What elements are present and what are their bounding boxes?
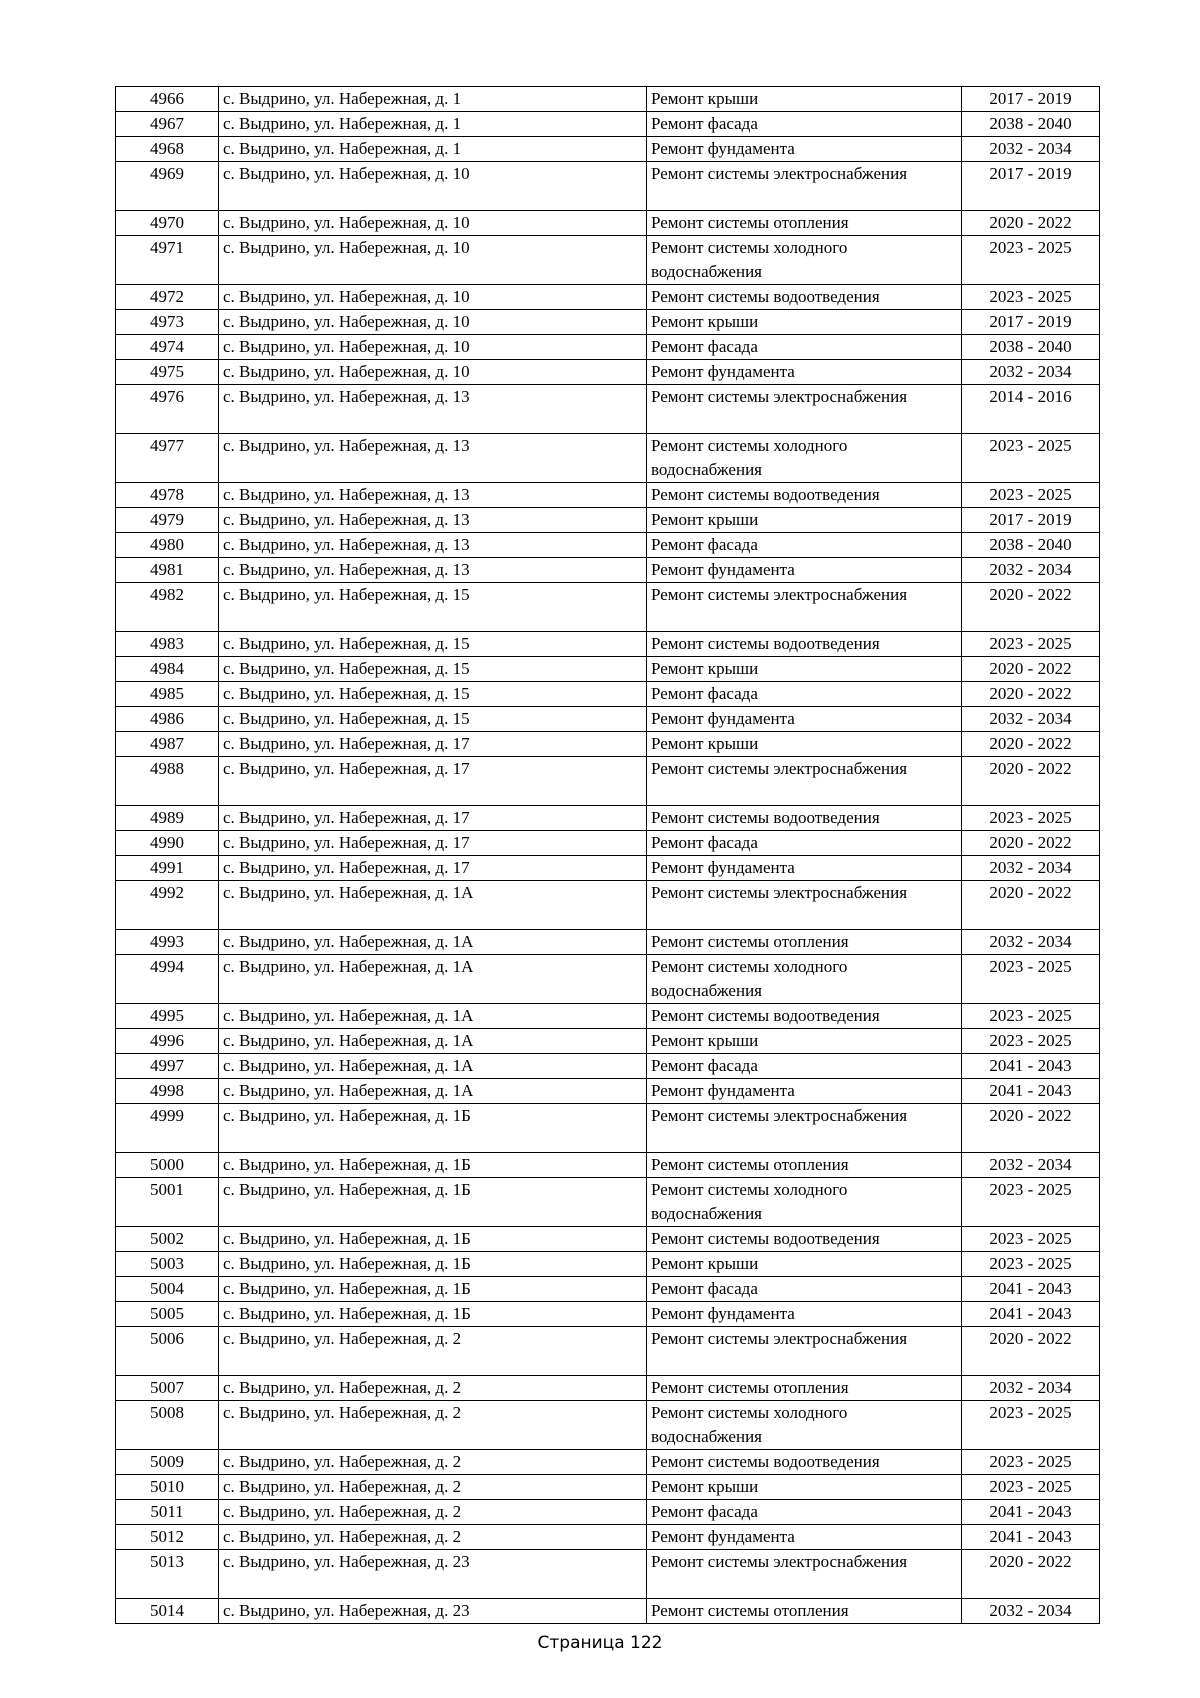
table-row bbox=[116, 1153, 1100, 1178]
years-cell: 2020 - 2022 bbox=[962, 211, 1100, 236]
table-row bbox=[116, 1401, 1100, 1450]
row-number-cell: 4981 bbox=[116, 558, 219, 583]
work-type-cell: Ремонт фундамента bbox=[647, 1525, 962, 1550]
row-number-cell: 5003 bbox=[116, 1252, 219, 1277]
years-cell: 2020 - 2022 bbox=[962, 1550, 1100, 1599]
address-cell: с. Выдрино, ул. Набережная, д. 1А bbox=[219, 1079, 647, 1104]
address-cell: с. Выдрино, ул. Набережная, д. 2 bbox=[219, 1475, 647, 1500]
table-row bbox=[116, 508, 1100, 533]
years-cell: 2020 - 2022 bbox=[962, 757, 1100, 806]
table-row bbox=[116, 533, 1100, 558]
years-cell: 2023 - 2025 bbox=[962, 1004, 1100, 1029]
row-number-cell: 5008 bbox=[116, 1401, 219, 1450]
address-cell: с. Выдрино, ул. Набережная, д. 1А bbox=[219, 930, 647, 955]
work-type-cell: Ремонт системы водоотведения bbox=[647, 806, 962, 831]
address-cell: с. Выдрино, ул. Набережная, д. 13 bbox=[219, 558, 647, 583]
table-row bbox=[116, 360, 1100, 385]
address-cell: с. Выдрино, ул. Набережная, д. 23 bbox=[219, 1550, 647, 1599]
row-number-cell: 4999 bbox=[116, 1104, 219, 1153]
years-cell: 2017 - 2019 bbox=[962, 162, 1100, 211]
work-type-cell: Ремонт крыши bbox=[647, 310, 962, 335]
table-row bbox=[116, 335, 1100, 360]
table-row bbox=[116, 1327, 1100, 1376]
table-row bbox=[116, 434, 1100, 483]
address-cell: с. Выдрино, ул. Набережная, д. 1Б bbox=[219, 1227, 647, 1252]
address-cell: с. Выдрино, ул. Набережная, д. 13 bbox=[219, 434, 647, 483]
address-cell: с. Выдрино, ул. Набережная, д. 17 bbox=[219, 757, 647, 806]
years-cell: 2032 - 2034 bbox=[962, 707, 1100, 732]
table-row bbox=[116, 112, 1100, 137]
work-type-cell: Ремонт фасада bbox=[647, 1054, 962, 1079]
table-row bbox=[116, 1475, 1100, 1500]
row-number-cell: 5014 bbox=[116, 1599, 219, 1624]
work-type-cell: Ремонт крыши bbox=[647, 87, 962, 112]
table-row bbox=[116, 1376, 1100, 1401]
years-cell: 2023 - 2025 bbox=[962, 1029, 1100, 1054]
work-type-cell: Ремонт системы водоотведения bbox=[647, 483, 962, 508]
years-cell: 2032 - 2034 bbox=[962, 558, 1100, 583]
row-number-cell: 4989 bbox=[116, 806, 219, 831]
years-cell: 2014 - 2016 bbox=[962, 385, 1100, 434]
table-row bbox=[116, 1599, 1100, 1624]
work-type-cell: Ремонт крыши bbox=[647, 732, 962, 757]
row-number-cell: 4973 bbox=[116, 310, 219, 335]
years-cell: 2038 - 2040 bbox=[962, 335, 1100, 360]
table-row bbox=[116, 1104, 1100, 1153]
table-row bbox=[116, 856, 1100, 881]
row-number-cell: 4978 bbox=[116, 483, 219, 508]
row-number-cell: 5009 bbox=[116, 1450, 219, 1475]
address-cell: с. Выдрино, ул. Набережная, д. 15 bbox=[219, 632, 647, 657]
table-row bbox=[116, 1178, 1100, 1227]
page-number: Страница 122 bbox=[537, 1633, 663, 1653]
work-type-cell: Ремонт крыши bbox=[647, 657, 962, 682]
table-row bbox=[116, 1550, 1100, 1599]
address-cell: с. Выдрино, ул. Набережная, д. 17 bbox=[219, 831, 647, 856]
years-cell: 2020 - 2022 bbox=[962, 657, 1100, 682]
address-cell: с. Выдрино, ул. Набережная, д. 1А bbox=[219, 881, 647, 930]
table-row bbox=[116, 732, 1100, 757]
years-cell: 2032 - 2034 bbox=[962, 1376, 1100, 1401]
years-cell: 2020 - 2022 bbox=[962, 732, 1100, 757]
years-cell: 2038 - 2040 bbox=[962, 112, 1100, 137]
table-row bbox=[116, 1302, 1100, 1327]
work-type-cell: Ремонт фасада bbox=[647, 335, 962, 360]
row-number-cell: 4979 bbox=[116, 508, 219, 533]
years-cell: 2032 - 2034 bbox=[962, 930, 1100, 955]
years-cell: 2023 - 2025 bbox=[962, 806, 1100, 831]
work-type-cell: Ремонт системы отопления bbox=[647, 930, 962, 955]
row-number-cell: 4993 bbox=[116, 930, 219, 955]
table-row bbox=[116, 1079, 1100, 1104]
work-type-cell: Ремонт крыши bbox=[647, 508, 962, 533]
row-number-cell: 5007 bbox=[116, 1376, 219, 1401]
years-cell: 2017 - 2019 bbox=[962, 508, 1100, 533]
table-row bbox=[116, 831, 1100, 856]
years-cell: 2020 - 2022 bbox=[962, 583, 1100, 632]
row-number-cell: 4970 bbox=[116, 211, 219, 236]
work-type-cell: Ремонт фундамента bbox=[647, 558, 962, 583]
work-type-cell: Ремонт крыши bbox=[647, 1029, 962, 1054]
work-type-cell: Ремонт системы водоотведения bbox=[647, 1004, 962, 1029]
row-number-cell: 5001 bbox=[116, 1178, 219, 1227]
table-row bbox=[116, 881, 1100, 930]
table-row bbox=[116, 632, 1100, 657]
work-type-cell: Ремонт фасада bbox=[647, 831, 962, 856]
row-number-cell: 4969 bbox=[116, 162, 219, 211]
address-cell: с. Выдрино, ул. Набережная, д. 15 bbox=[219, 682, 647, 707]
address-cell: с. Выдрино, ул. Набережная, д. 23 bbox=[219, 1599, 647, 1624]
address-cell: с. Выдрино, ул. Набережная, д. 1А bbox=[219, 955, 647, 1004]
table-row bbox=[116, 285, 1100, 310]
years-cell: 2032 - 2034 bbox=[962, 856, 1100, 881]
row-number-cell: 4991 bbox=[116, 856, 219, 881]
address-cell: с. Выдрино, ул. Набережная, д. 2 bbox=[219, 1376, 647, 1401]
address-cell: с. Выдрино, ул. Набережная, д. 2 bbox=[219, 1500, 647, 1525]
address-cell: с. Выдрино, ул. Набережная, д. 1Б bbox=[219, 1302, 647, 1327]
work-type-cell: Ремонт фасада bbox=[647, 112, 962, 137]
work-type-cell: Ремонт крыши bbox=[647, 1475, 962, 1500]
table-row bbox=[116, 806, 1100, 831]
work-type-cell: Ремонт системы электроснабжения bbox=[647, 1104, 962, 1153]
row-number-cell: 5010 bbox=[116, 1475, 219, 1500]
work-type-cell: Ремонт фасада bbox=[647, 533, 962, 558]
address-cell: с. Выдрино, ул. Набережная, д. 1А bbox=[219, 1004, 647, 1029]
address-cell: с. Выдрино, ул. Набережная, д. 17 bbox=[219, 856, 647, 881]
row-number-cell: 4982 bbox=[116, 583, 219, 632]
work-type-cell: Ремонт системы электроснабжения bbox=[647, 385, 962, 434]
row-number-cell: 4997 bbox=[116, 1054, 219, 1079]
work-type-cell: Ремонт крыши bbox=[647, 1252, 962, 1277]
row-number-cell: 4983 bbox=[116, 632, 219, 657]
table-body bbox=[116, 87, 1100, 1624]
address-cell: с. Выдрино, ул. Набережная, д. 10 bbox=[219, 211, 647, 236]
table-row bbox=[116, 1500, 1100, 1525]
address-cell: с. Выдрино, ул. Набережная, д. 17 bbox=[219, 732, 647, 757]
table-row bbox=[116, 137, 1100, 162]
row-number-cell: 4986 bbox=[116, 707, 219, 732]
work-type-cell: Ремонт системы отопления bbox=[647, 1599, 962, 1624]
address-cell: с. Выдрино, ул. Набережная, д. 2 bbox=[219, 1450, 647, 1475]
work-type-cell: Ремонт фундамента bbox=[647, 360, 962, 385]
row-number-cell: 4996 bbox=[116, 1029, 219, 1054]
work-type-cell: Ремонт фундамента bbox=[647, 856, 962, 881]
address-cell: с. Выдрино, ул. Набережная, д. 2 bbox=[219, 1327, 647, 1376]
work-type-cell: Ремонт фасада bbox=[647, 1277, 962, 1302]
row-number-cell: 4974 bbox=[116, 335, 219, 360]
row-number-cell: 4967 bbox=[116, 112, 219, 137]
row-number-cell: 5012 bbox=[116, 1525, 219, 1550]
row-number-cell: 4977 bbox=[116, 434, 219, 483]
work-type-cell: Ремонт системы водоотведения bbox=[647, 632, 962, 657]
row-number-cell: 5000 bbox=[116, 1153, 219, 1178]
years-cell: 2023 - 2025 bbox=[962, 434, 1100, 483]
work-type-cell: Ремонт системы холодного водоснабжения bbox=[647, 955, 962, 1004]
address-cell: с. Выдрино, ул. Набережная, д. 13 bbox=[219, 533, 647, 558]
table-row bbox=[116, 707, 1100, 732]
table-row bbox=[116, 87, 1100, 112]
address-cell: с. Выдрино, ул. Набережная, д. 10 bbox=[219, 162, 647, 211]
address-cell: с. Выдрино, ул. Набережная, д. 1Б bbox=[219, 1277, 647, 1302]
row-number-cell: 4984 bbox=[116, 657, 219, 682]
years-cell: 2023 - 2025 bbox=[962, 632, 1100, 657]
work-type-cell: Ремонт фасада bbox=[647, 682, 962, 707]
table-row bbox=[116, 955, 1100, 1004]
table-row bbox=[116, 558, 1100, 583]
work-type-cell: Ремонт системы холодного водоснабжения bbox=[647, 434, 962, 483]
address-cell: с. Выдрино, ул. Набережная, д. 10 bbox=[219, 236, 647, 285]
years-cell: 2020 - 2022 bbox=[962, 831, 1100, 856]
years-cell: 2017 - 2019 bbox=[962, 310, 1100, 335]
years-cell: 2023 - 2025 bbox=[962, 1475, 1100, 1500]
work-type-cell: Ремонт фундамента bbox=[647, 707, 962, 732]
years-cell: 2020 - 2022 bbox=[962, 682, 1100, 707]
work-type-cell: Ремонт системы отопления bbox=[647, 211, 962, 236]
years-cell: 2023 - 2025 bbox=[962, 1252, 1100, 1277]
work-type-cell: Ремонт системы водоотведения bbox=[647, 1227, 962, 1252]
years-cell: 2023 - 2025 bbox=[962, 236, 1100, 285]
years-cell: 2032 - 2034 bbox=[962, 360, 1100, 385]
years-cell: 2017 - 2019 bbox=[962, 87, 1100, 112]
years-cell: 2023 - 2025 bbox=[962, 1401, 1100, 1450]
address-cell: с. Выдрино, ул. Набережная, д. 10 bbox=[219, 285, 647, 310]
years-cell: 2041 - 2043 bbox=[962, 1079, 1100, 1104]
row-number-cell: 5005 bbox=[116, 1302, 219, 1327]
address-cell: с. Выдрино, ул. Набережная, д. 1А bbox=[219, 1054, 647, 1079]
years-cell: 2020 - 2022 bbox=[962, 1327, 1100, 1376]
row-number-cell: 4971 bbox=[116, 236, 219, 285]
work-type-cell: Ремонт фасада bbox=[647, 1500, 962, 1525]
table-row bbox=[116, 583, 1100, 632]
address-cell: с. Выдрино, ул. Набережная, д. 15 bbox=[219, 707, 647, 732]
table-row bbox=[116, 385, 1100, 434]
table-row bbox=[116, 211, 1100, 236]
years-cell: 2041 - 2043 bbox=[962, 1302, 1100, 1327]
address-cell: с. Выдрино, ул. Набережная, д. 15 bbox=[219, 657, 647, 682]
work-type-cell: Ремонт системы водоотведения bbox=[647, 285, 962, 310]
address-cell: с. Выдрино, ул. Набережная, д. 1Б bbox=[219, 1178, 647, 1227]
work-type-cell: Ремонт системы электроснабжения bbox=[647, 162, 962, 211]
table-row bbox=[116, 162, 1100, 211]
address-cell: с. Выдрино, ул. Набережная, д. 1 bbox=[219, 112, 647, 137]
work-type-cell: Ремонт системы холодного водоснабжения bbox=[647, 1401, 962, 1450]
row-number-cell: 5006 bbox=[116, 1327, 219, 1376]
work-type-cell: Ремонт фундамента bbox=[647, 1079, 962, 1104]
row-number-cell: 4994 bbox=[116, 955, 219, 1004]
work-type-cell: Ремонт системы отопления bbox=[647, 1153, 962, 1178]
row-number-cell: 4987 bbox=[116, 732, 219, 757]
years-cell: 2032 - 2034 bbox=[962, 137, 1100, 162]
table-row bbox=[116, 682, 1100, 707]
years-cell: 2041 - 2043 bbox=[962, 1054, 1100, 1079]
table-row bbox=[116, 1525, 1100, 1550]
address-cell: с. Выдрино, ул. Набережная, д. 1Б bbox=[219, 1153, 647, 1178]
row-number-cell: 4992 bbox=[116, 881, 219, 930]
repair-schedule-table bbox=[115, 86, 1100, 1624]
row-number-cell: 4972 bbox=[116, 285, 219, 310]
work-type-cell: Ремонт системы электроснабжения bbox=[647, 881, 962, 930]
table-row bbox=[116, 930, 1100, 955]
work-type-cell: Ремонт системы отопления bbox=[647, 1376, 962, 1401]
address-cell: с. Выдрино, ул. Набережная, д. 1 bbox=[219, 87, 647, 112]
table-row bbox=[116, 1227, 1100, 1252]
row-number-cell: 5013 bbox=[116, 1550, 219, 1599]
table-row bbox=[116, 657, 1100, 682]
work-type-cell: Ремонт фундамента bbox=[647, 137, 962, 162]
years-cell: 2041 - 2043 bbox=[962, 1525, 1100, 1550]
years-cell: 2041 - 2043 bbox=[962, 1500, 1100, 1525]
table-row bbox=[116, 1029, 1100, 1054]
years-cell: 2023 - 2025 bbox=[962, 285, 1100, 310]
table-row bbox=[116, 1450, 1100, 1475]
years-cell: 2032 - 2034 bbox=[962, 1599, 1100, 1624]
address-cell: с. Выдрино, ул. Набережная, д. 17 bbox=[219, 806, 647, 831]
table-row bbox=[116, 483, 1100, 508]
row-number-cell: 4980 bbox=[116, 533, 219, 558]
row-number-cell: 5002 bbox=[116, 1227, 219, 1252]
years-cell: 2023 - 2025 bbox=[962, 483, 1100, 508]
years-cell: 2032 - 2034 bbox=[962, 1153, 1100, 1178]
address-cell: с. Выдрино, ул. Набережная, д. 13 bbox=[219, 508, 647, 533]
row-number-cell: 4990 bbox=[116, 831, 219, 856]
address-cell: с. Выдрино, ул. Набережная, д. 1А bbox=[219, 1029, 647, 1054]
row-number-cell: 4975 bbox=[116, 360, 219, 385]
table-row bbox=[116, 1277, 1100, 1302]
address-cell: с. Выдрино, ул. Набережная, д. 1Б bbox=[219, 1104, 647, 1153]
table-row bbox=[116, 236, 1100, 285]
table-row bbox=[116, 310, 1100, 335]
row-number-cell: 5004 bbox=[116, 1277, 219, 1302]
address-cell: с. Выдрино, ул. Набережная, д. 13 bbox=[219, 483, 647, 508]
table-row bbox=[116, 1004, 1100, 1029]
work-type-cell: Ремонт системы электроснабжения bbox=[647, 757, 962, 806]
address-cell: с. Выдрино, ул. Набережная, д. 15 bbox=[219, 583, 647, 632]
address-cell: с. Выдрино, ул. Набережная, д. 10 bbox=[219, 335, 647, 360]
work-type-cell: Ремонт системы холодного водоснабжения bbox=[647, 1178, 962, 1227]
work-type-cell: Ремонт фундамента bbox=[647, 1302, 962, 1327]
row-number-cell: 5011 bbox=[116, 1500, 219, 1525]
years-cell: 2020 - 2022 bbox=[962, 881, 1100, 930]
address-cell: с. Выдрино, ул. Набережная, д. 10 bbox=[219, 360, 647, 385]
row-number-cell: 4988 bbox=[116, 757, 219, 806]
years-cell: 2023 - 2025 bbox=[962, 1227, 1100, 1252]
row-number-cell: 4976 bbox=[116, 385, 219, 434]
row-number-cell: 4966 bbox=[116, 87, 219, 112]
address-cell: с. Выдрино, ул. Набережная, д. 10 bbox=[219, 310, 647, 335]
years-cell: 2023 - 2025 bbox=[962, 955, 1100, 1004]
years-cell: 2020 - 2022 bbox=[962, 1104, 1100, 1153]
work-type-cell: Ремонт системы электроснабжения bbox=[647, 1327, 962, 1376]
table-row bbox=[116, 1252, 1100, 1277]
row-number-cell: 4998 bbox=[116, 1079, 219, 1104]
table-row bbox=[116, 1054, 1100, 1079]
row-number-cell: 4985 bbox=[116, 682, 219, 707]
row-number-cell: 4995 bbox=[116, 1004, 219, 1029]
address-cell: с. Выдрино, ул. Набережная, д. 13 bbox=[219, 385, 647, 434]
years-cell: 2023 - 2025 bbox=[962, 1178, 1100, 1227]
address-cell: с. Выдрино, ул. Набережная, д. 1Б bbox=[219, 1252, 647, 1277]
address-cell: с. Выдрино, ул. Набережная, д. 2 bbox=[219, 1525, 647, 1550]
years-cell: 2023 - 2025 bbox=[962, 1450, 1100, 1475]
work-type-cell: Ремонт системы холодного водоснабжения bbox=[647, 236, 962, 285]
years-cell: 2038 - 2040 bbox=[962, 533, 1100, 558]
address-cell: с. Выдрино, ул. Набережная, д. 1 bbox=[219, 137, 647, 162]
years-cell: 2041 - 2043 bbox=[962, 1277, 1100, 1302]
row-number-cell: 4968 bbox=[116, 137, 219, 162]
address-cell: с. Выдрино, ул. Набережная, д. 2 bbox=[219, 1401, 647, 1450]
work-type-cell: Ремонт системы водоотведения bbox=[647, 1450, 962, 1475]
work-type-cell: Ремонт системы электроснабжения bbox=[647, 583, 962, 632]
work-type-cell: Ремонт системы электроснабжения bbox=[647, 1550, 962, 1599]
table-row bbox=[116, 757, 1100, 806]
